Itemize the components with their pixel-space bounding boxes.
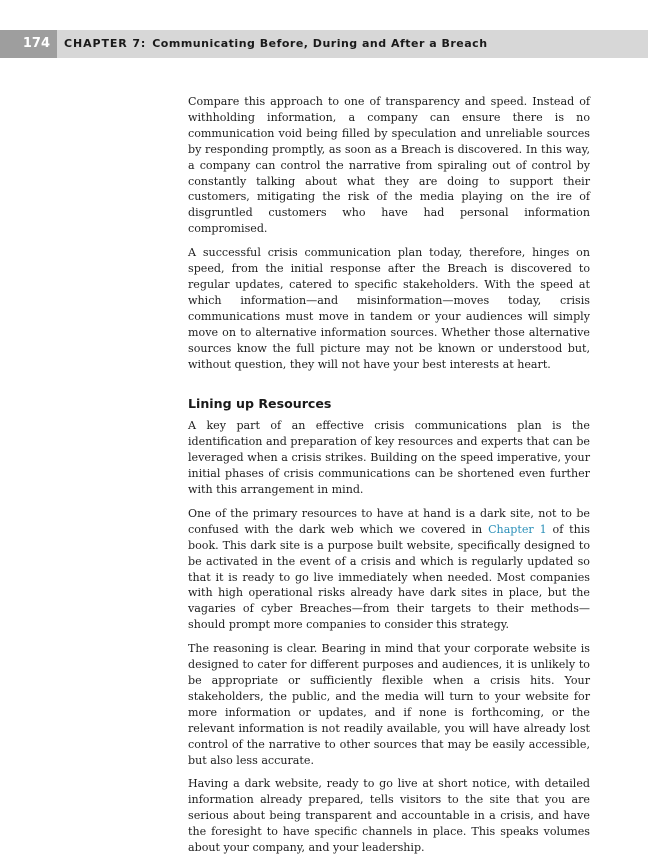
chapter-label: CHAPTER 7:	[64, 37, 147, 50]
running-header	[0, 30, 648, 58]
chapter-header	[64, 30, 488, 58]
section-heading: Lining up Resources	[188, 396, 332, 412]
dark-site-text-start: One of the primary resources to have at hand is a dark site, not to be confused with the dark web which we covered in	[188, 506, 590, 536]
paragraph-dark-site	[188, 506, 590, 633]
page-number: 174	[0, 30, 57, 58]
paragraph-key-resources: A key part of an effective crisis communications plan is the identification and preparation of key resources and experts that can be leveraged when a crisis strikes. Building on the speed imperative, your initial phases of crisis communications can be shortened even further with this arrangement in mind.	[188, 419, 590, 497]
paragraph-dark-website: Having a dark website, ready to go live at short notice, with detailed information already prepared, tells visitors to the site that you are serious about being transparent and accountable in a crisis, and have the foresight to have specific channels in place. This speaks volumes about your company, and your leadership.	[188, 777, 590, 855]
chapter-1-link[interactable]: Chapter 1	[488, 522, 547, 536]
chapter-title: Communicating Before, During and After a Breach	[152, 37, 488, 50]
page-body	[188, 94, 590, 864]
dark-site-text-end: of this book. This dark site is a purpose built website, specifically designed to be activated in the event of a crisis and which is regularly updated so that it is ready to go live immediately when needed. Most companies with high operational risks already have dark sites in place, but the vagaries of cyber Breaches—from their targets to their methods—should prompt more companies to consider this strategy.	[188, 522, 590, 632]
paragraph-transparency: Compare this approach to one of transparency and speed. Instead of withholding information, a company can ensure there is no communication void being filled by speculation and unreliable sources by responding promptly, as soon as a Breach is discovered. In this way, a company can control the narrative from spiraling out of control by constantly talking about what they are doing to support their customers, mitigating the risk of the media playing on the ire of disgruntled customers who have had personal information compromised.	[188, 95, 590, 236]
paragraph-reasoning: The reasoning is clear. Bearing in mind that your corporate website is designed to cater for different purposes and audiences, it is unlikely to be appropriate or sufficiently flexible when a crisis hits. Your stakeholders, the public, and the media will turn to your website for more information or updates, and if none is forthcoming, or the relevant information is not readily available, you will have already lost control of the narrative to other sources that may be easily accessible, but also less accurate.	[188, 642, 590, 767]
paragraph-speed: A successful crisis communication plan today, therefore, hinges on speed, from the initial response after the Breach is discovered to regular updates, catered to specific stakeholders. With the speed at which information—and misinformation—moves today, crisis communications must move in tandem or your audiences will simply move on to alternative information sources. Whether those alternative sources know the full picture may not be known or understood but, without question, they will not have your best interests at heart.	[188, 246, 590, 371]
